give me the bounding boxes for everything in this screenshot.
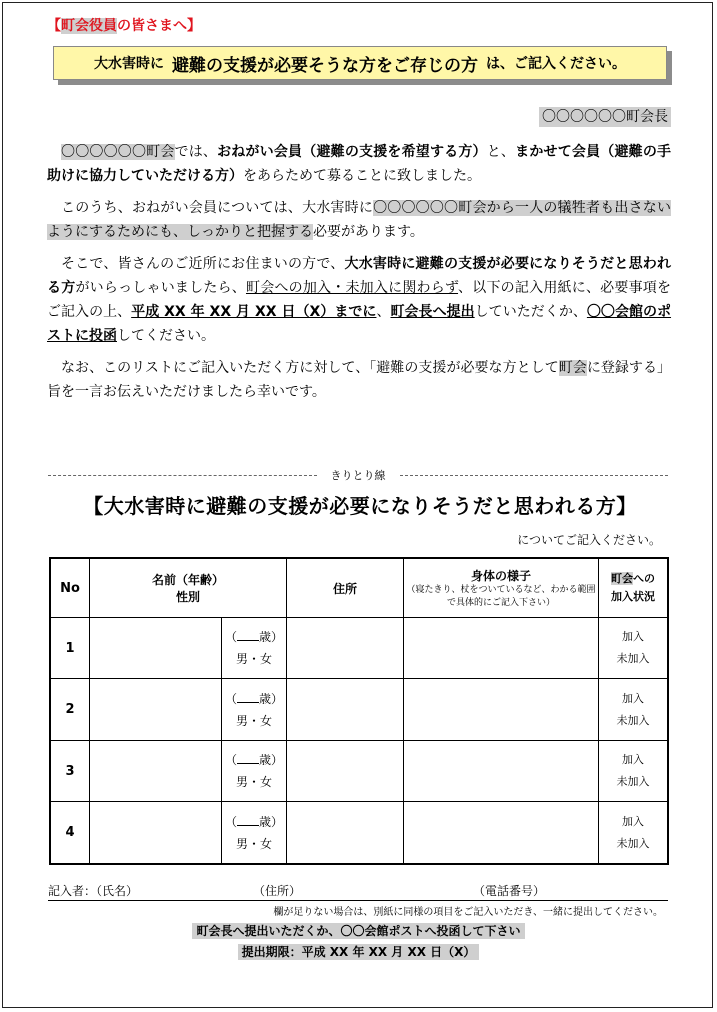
header-membership: 町会への 加入状況: [599, 558, 669, 618]
age-sex-cell[interactable]: （ 歳） 男・女: [222, 618, 287, 679]
condition-cell[interactable]: [404, 802, 599, 864]
form-title: 【大水害時に避難の支援が必要になりそうだと思われる方】: [83, 494, 637, 518]
table-header-row: [50, 558, 668, 618]
banner-post: は、ご記入ください。: [486, 56, 626, 72]
submit-deadline: 提出期限：平成 XX 年 XX 月 XX 日（X）: [0, 943, 717, 960]
writer-info: [48, 882, 668, 901]
header-name: 名前（年齢） 性別: [90, 558, 287, 618]
headline-banner: [53, 46, 667, 80]
name-cell[interactable]: [90, 679, 222, 740]
table-row: [50, 802, 668, 864]
age-sex-cell[interactable]: （ 歳） 男・女: [222, 740, 287, 801]
address-cell[interactable]: [287, 740, 404, 801]
table-row: [50, 740, 668, 801]
writer-name-label[interactable]: 記入者：（氏名）: [48, 884, 139, 898]
row-number: 1: [50, 618, 90, 679]
address-cell[interactable]: [287, 618, 404, 679]
entry-table: [49, 557, 669, 865]
header-no: No: [50, 558, 90, 618]
paragraph-4: なお、このリストにご記入いただく方に対して、「避難の支援が必要な方として町会に登録する」旨を一言お伝えいただけましたら幸いです。: [47, 360, 671, 400]
writer-phone-label[interactable]: （電話番号）: [473, 884, 546, 898]
address-cell[interactable]: [287, 802, 404, 864]
paragraph-2: このうち、おねがい会員については、大水害時に〇〇〇〇〇〇町会から一人の犠牲者も出さないようにするためにも、しっかりと把握する必要があります。: [47, 200, 672, 240]
row-number: 2: [50, 679, 90, 740]
table-row: [50, 679, 668, 740]
cut-line-label: きりとり線: [330, 469, 386, 482]
submit-instruction: 町会長へ提出いただくか、〇〇会館ポストへ投函して下さい: [0, 922, 717, 939]
name-cell[interactable]: [90, 618, 222, 679]
membership-cell[interactable]: 加入 未加入: [599, 618, 669, 679]
sender: 〇〇〇〇〇〇町会長: [539, 106, 671, 126]
membership-cell[interactable]: 加入 未加入: [599, 679, 669, 740]
condition-cell[interactable]: [404, 740, 599, 801]
banner-main: 避難の支援が必要そうな方をご存じの方: [172, 55, 478, 76]
letter-body: [47, 140, 671, 412]
condition-cell[interactable]: [404, 679, 599, 740]
paragraph-3: そこで、皆さんのご近所にお住まいの方で、大水害時に避難の支援が必要になりそうだと思われる方がいらっしゃいましたら、町会への加入・未加入に関わらず、以下の記入用紙に、必要事項をご記入の上、平成 XX 年 XX 月 XX 日（X）までに、町会長へ提出していただくか、〇〇会館のポストに投函してください。: [47, 256, 672, 344]
row-number: 4: [50, 802, 90, 864]
header-condition: 身体の様子 （寝たきり、杖をついているなど、わかる範囲で具体的にご記入下さい）: [404, 558, 599, 618]
membership-cell[interactable]: 加入 未加入: [599, 740, 669, 801]
cut-line: [48, 467, 668, 483]
name-cell[interactable]: [90, 802, 222, 864]
paragraph-1: 〇〇〇〇〇〇町会では、おねがい会員（避難の支援を希望する方）と、まかせて会員（避難の手助けに協力していただける方）をあらためて募ることに致しました。: [47, 144, 672, 184]
condition-cell[interactable]: [404, 618, 599, 679]
address-cell[interactable]: [287, 679, 404, 740]
name-cell[interactable]: [90, 740, 222, 801]
header-address: 住所: [287, 558, 404, 618]
row-number: 3: [50, 740, 90, 801]
membership-cell[interactable]: 加入 未加入: [599, 802, 669, 864]
age-sex-cell[interactable]: （ 歳） 男・女: [222, 802, 287, 864]
audience-heading: 【町会役員の皆さまへ】: [47, 18, 201, 34]
overflow-note: 欄が足りない場合は、別紙に同様の項目をご記入いただき、一緒に提出してください。: [273, 907, 663, 918]
banner-pre: 大水害時に: [94, 56, 164, 72]
table-row: [50, 618, 668, 679]
age-sex-cell[interactable]: （ 歳） 男・女: [222, 679, 287, 740]
writer-address-label[interactable]: （住所）: [253, 884, 302, 898]
form-subtitle: についてご記入ください。: [517, 533, 661, 547]
